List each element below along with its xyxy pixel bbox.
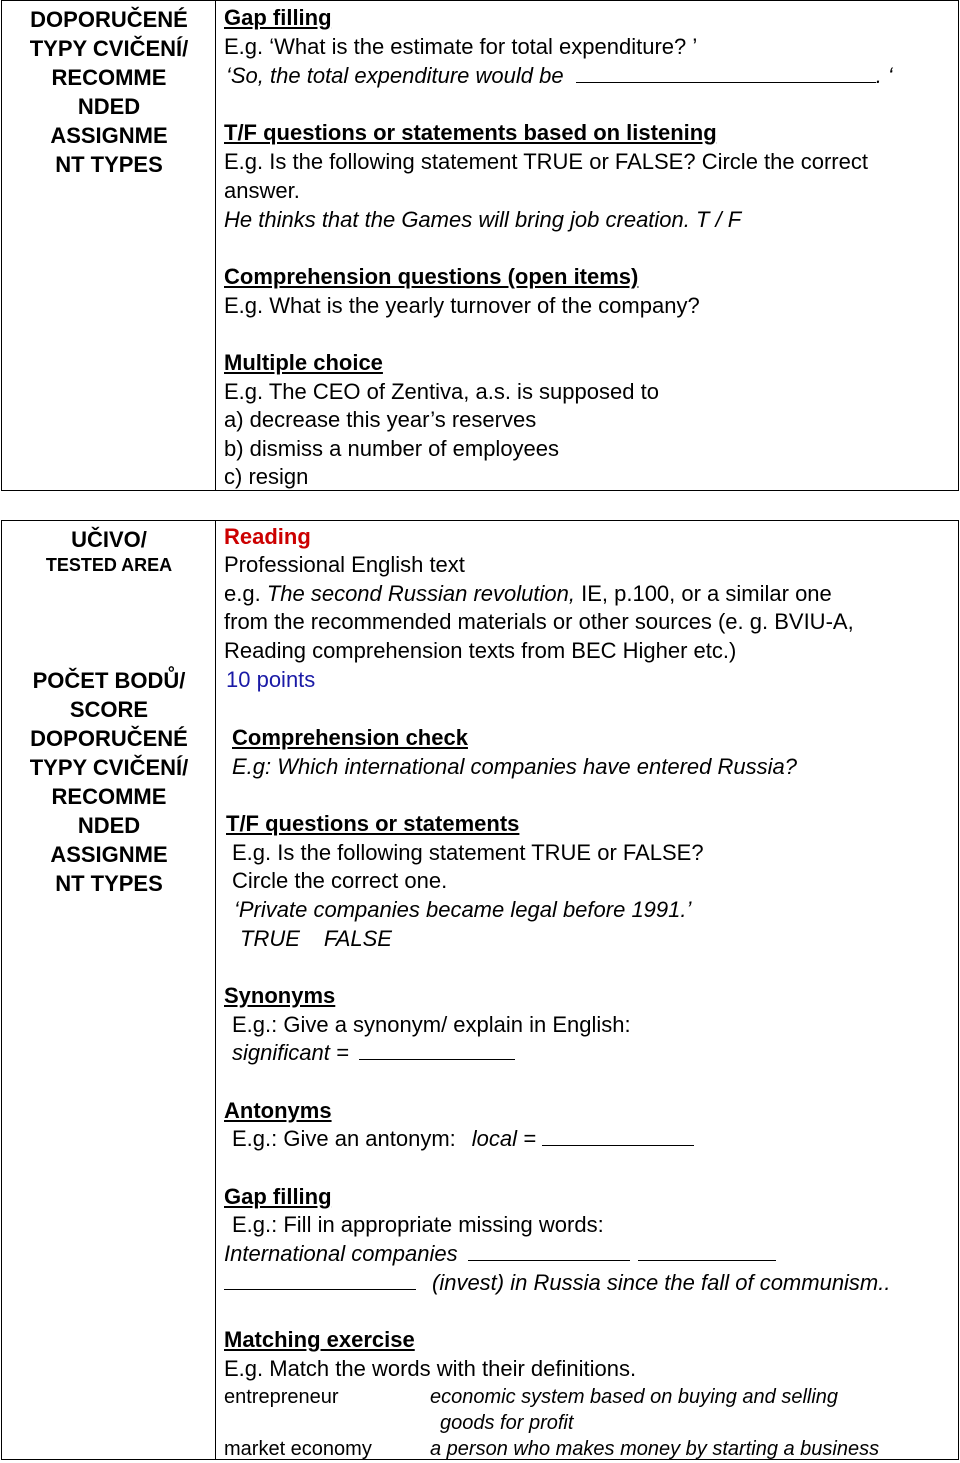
prefix: e.g.	[224, 581, 267, 606]
content-cell	[216, 521, 958, 1459]
header-line: NT TYPES	[55, 152, 163, 177]
content-cell	[216, 1, 958, 490]
instruction-text: E.g.: Give an antonym:	[232, 1126, 456, 1151]
reading-line	[224, 580, 832, 608]
tf-line: E.g. Is the following statement TRUE or FALSE?	[232, 840, 704, 865]
header-line: TYPY CVIČENÍ/	[29, 36, 189, 61]
types-line: NT TYPES	[55, 871, 163, 896]
types-line: DOPORUČENÉ	[30, 726, 188, 751]
types-line: TYPY CVIČENÍ/	[29, 755, 189, 780]
tf-listening-line: answer.	[224, 178, 300, 203]
false-option[interactable]: FALSE	[323, 926, 392, 951]
types-line: NDED	[77, 813, 141, 838]
header-line: ASSIGNME	[50, 123, 168, 148]
matching-definition: economic system based on buying and selling	[430, 1386, 839, 1408]
tf-heading: T/F questions or statements	[226, 811, 520, 836]
reading-line: Reading comprehension texts from BEC Higher etc.)	[224, 638, 737, 663]
tf-listening-heading: T/F questions or statements based on listening	[224, 120, 717, 145]
answer-blank[interactable]	[542, 1125, 694, 1146]
gap-text: International companies	[224, 1241, 458, 1266]
gap-filling-line	[224, 1240, 776, 1268]
gap-text: (invest) in Russia since the fall of communism..	[432, 1270, 891, 1295]
option-b: b) dismiss a number of employees	[224, 436, 560, 461]
gap-filling-example: E.g. ‘What is the estimate for total expenditure? ’	[224, 34, 698, 59]
reading-line: Professional English text	[224, 552, 465, 577]
gap-filling-heading: Gap filling	[224, 5, 332, 30]
matching-term: market economy	[224, 1438, 372, 1460]
left-header-cell	[2, 521, 216, 1459]
prompt-text: significant =	[232, 1040, 349, 1065]
gap-filling-sentence	[226, 62, 893, 90]
tf-line: Circle the correct one.	[232, 868, 448, 893]
matching-definition: goods for profit	[440, 1412, 574, 1434]
multiple-choice-heading: Multiple choice	[224, 350, 383, 375]
ucivo-label: UČIVO/	[71, 527, 147, 552]
score-label: SCORE	[69, 697, 149, 722]
matching-heading: Matching exercise	[224, 1327, 415, 1352]
prompt-text: local =	[471, 1126, 536, 1151]
answer-blank[interactable]	[359, 1039, 515, 1060]
sentence-end: . ‘	[875, 63, 893, 88]
reading-heading: Reading	[224, 524, 311, 549]
reading-line: from the recommended materials or other sources (e. g. BVIU-A,	[224, 609, 854, 634]
matching-term: entrepreneur	[224, 1386, 339, 1408]
text-title: The second Russian revolution,	[266, 581, 575, 606]
tf-statement: ‘Private companies became legal before 1991.’	[234, 897, 692, 922]
comprehension-check-example: E.g: Which international companies have entered Russia?	[232, 754, 797, 779]
comprehension-check-heading: Comprehension check	[232, 725, 468, 750]
pocet-label: POČET BODŮ/	[32, 668, 186, 693]
assignment-types-table	[1, 0, 959, 491]
header-line: NDED	[77, 94, 141, 119]
gap-filling-heading: Gap filling	[224, 1184, 332, 1209]
option-c: c) resign	[224, 464, 309, 489]
gap-filling-instruction: E.g.: Fill in appropriate missing words:	[232, 1212, 604, 1237]
tf-answers	[240, 925, 392, 953]
synonyms-instruction: E.g.: Give a synonym/ explain in English:	[232, 1012, 631, 1037]
option-a: a) decrease this year’s reserves	[224, 407, 537, 432]
answer-blank[interactable]	[468, 1240, 630, 1261]
points-label: 10 points	[226, 667, 316, 692]
comprehension-example: E.g. What is the yearly turnover of the company?	[224, 293, 700, 318]
answer-blank[interactable]	[576, 62, 876, 83]
reading-section-table	[1, 520, 959, 1460]
synonyms-prompt	[232, 1039, 515, 1067]
header-line: RECOMME	[51, 65, 167, 90]
types-line: RECOMME	[51, 784, 167, 809]
tested-area-label: TESTED AREA	[45, 555, 173, 575]
tf-listening-line: E.g. Is the following statement TRUE or FALSE? Circle the correct	[224, 149, 868, 174]
types-line: ASSIGNME	[50, 842, 168, 867]
header-line: DOPORUČENÉ	[30, 7, 188, 32]
true-option[interactable]: TRUE	[240, 926, 300, 951]
answer-blank[interactable]	[224, 1269, 416, 1290]
comprehension-heading: Comprehension questions (open items)	[224, 264, 639, 289]
matching-definition: a person who makes money by starting a business	[430, 1438, 880, 1460]
matching-instruction: E.g. Match the words with their definitions.	[224, 1356, 637, 1381]
tf-listening-statement: He thinks that the Games will bring job creation. T / F	[224, 207, 742, 232]
antonyms-heading: Antonyms	[224, 1098, 332, 1123]
left-header-cell	[2, 1, 216, 490]
multiple-choice-example: E.g. The CEO of Zentiva, a.s. is supposed to	[224, 379, 659, 404]
synonyms-heading: Synonyms	[224, 983, 336, 1008]
gap-filling-line	[224, 1269, 891, 1297]
text-rest: IE, p.100, or a similar one	[574, 581, 832, 606]
antonyms-line	[232, 1125, 694, 1153]
answer-blank[interactable]	[638, 1240, 776, 1261]
sentence-start: ‘So, the total expenditure would be	[226, 63, 564, 88]
